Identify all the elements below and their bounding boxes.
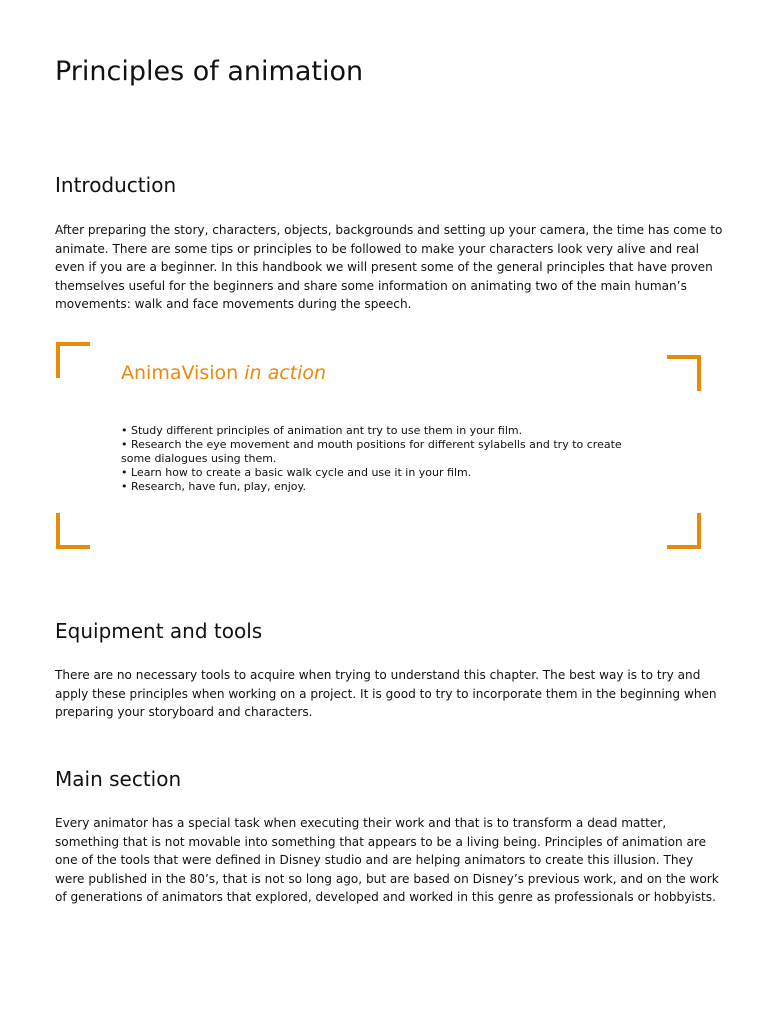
introduction-paragraph: After preparing the story, characters, objects, backgrounds and setting up your camera, the time has come to animate. There are some tips or principles to be followed to make your characters look very alive and real even if you are a beginner. In this handbook we will present some of the general principles that have proven themselves useful for the beginners and share some information on animating two of the main human’s movements: walk and face movements during the speech. xyxy=(55,223,723,311)
bracket-bottom-left xyxy=(56,513,90,549)
page-title: Principles of animation xyxy=(55,56,364,87)
equipment-paragraph: There are no necessary tools to acquire when trying to understand this chapter. The best way is to try and apply these principles when working on a project. It is good to try to incorporate them in the beginning when preparing your storyboard and characters. xyxy=(55,668,717,719)
list-item: • Learn how to create a basic walk cycle and use it in your film. xyxy=(121,465,472,479)
list-item: • Research, have fun, play, enjoy. xyxy=(121,479,306,493)
bracket-top-right xyxy=(667,355,701,391)
main-section-heading: Main section xyxy=(55,767,182,791)
callout-title-brand: AnimaVision xyxy=(121,362,239,384)
list-item: • Research the eye movement and mouth positions for different sylabells and try to create some dialogues using them. xyxy=(121,438,622,465)
equipment-heading: Equipment and tools xyxy=(55,619,263,643)
callout-list xyxy=(121,424,641,494)
introduction-heading: Introduction xyxy=(55,173,177,197)
callout-title-suffix: in action xyxy=(244,362,327,384)
bracket-top-left xyxy=(56,342,90,378)
callout-title xyxy=(121,360,326,386)
main-section-paragraph: Every animator has a special task when executing their work and that is to transform a dead matter, something that is not movable into something that appears to be a living being. Principles of animation are one of the tools that were defined in Disney studio and are helping animators to create this illusion. They were published in the 80’s, that is not so long ago, but are based on Disney’s previous work, and on the work of generations of animators that explored, developed and worked in this genre as professionals or hobbyists. xyxy=(55,816,719,904)
list-item: • Study different principles of animation ant try to use them in your film. xyxy=(121,424,523,437)
bracket-bottom-right xyxy=(667,513,701,549)
